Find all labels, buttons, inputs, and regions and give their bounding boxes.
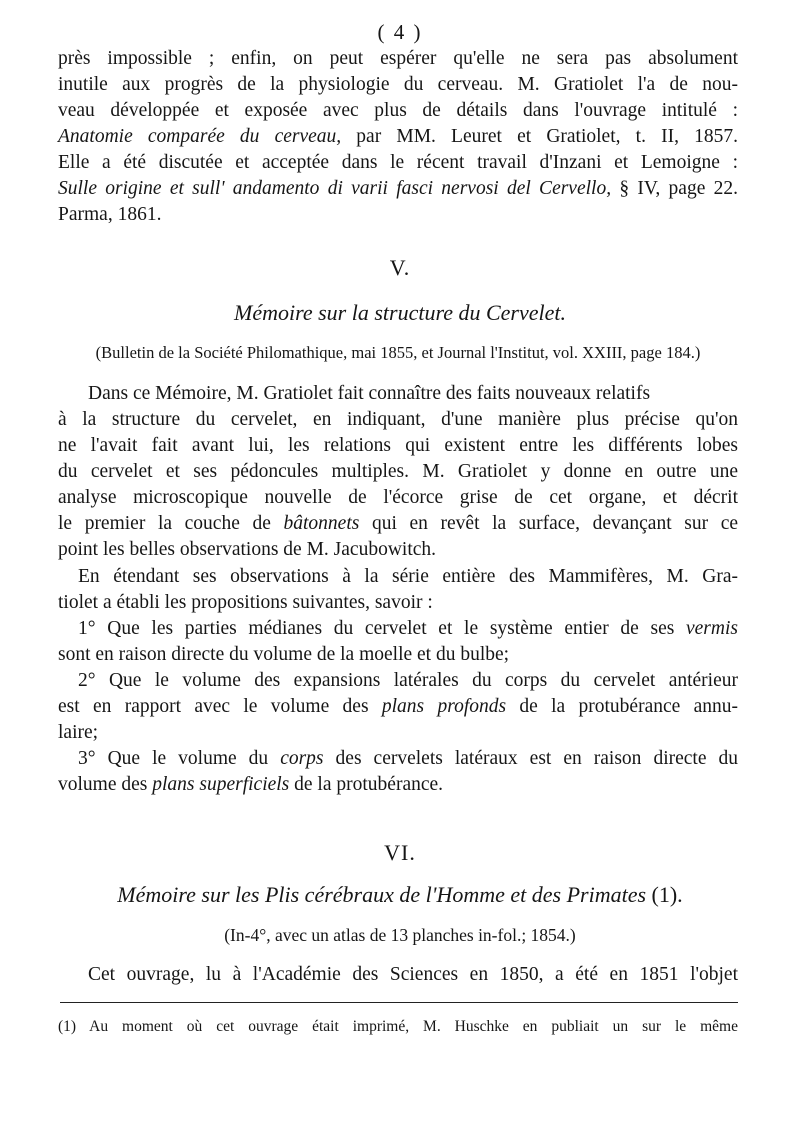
text-segment: par MM. Leuret et Gratiolet, t. II, 1857. bbox=[341, 126, 738, 147]
proposition-line bbox=[58, 772, 443, 798]
section-title: Mémoire sur la structure du Cervelet. bbox=[234, 300, 566, 325]
italic-text: corps bbox=[280, 748, 324, 769]
proposition-line bbox=[78, 746, 738, 772]
text-line: ne l'avait fait avant lui, les relations qui existent entre les différents lobes bbox=[58, 435, 738, 456]
text-segment: des cervelets latéraux est en raison directe du bbox=[323, 748, 738, 769]
section-number: VI. bbox=[384, 840, 416, 865]
proposition-line: sont en raison directe du volume de la moelle et du bulbe; bbox=[58, 644, 510, 665]
text-segment: volume des bbox=[58, 774, 153, 795]
text-line: du cervelet et ses pédoncules multiples. M. Gratiolet y donne en outre une bbox=[58, 461, 738, 482]
text-line bbox=[58, 511, 738, 537]
section-title bbox=[0, 882, 800, 908]
footnote: (1) Au moment où cet ouvrage était imprimé, M. Huschke en publiait un sur le même bbox=[58, 1018, 738, 1035]
text-segment: 3° Que le volume du bbox=[78, 748, 281, 769]
text-line: point les belles observations de M. Jacubowitch. bbox=[58, 539, 437, 560]
text-line: Elle a été discutée et acceptée dans le récent travail d'Inzani et Lemoigne : bbox=[58, 152, 738, 173]
text-segment: le premier la couche de bbox=[58, 513, 284, 534]
text-line: à la structure du cervelet, en indiquant, d'une manière plus précise qu'on bbox=[58, 409, 738, 430]
section-citation: (Bulletin de la Société Philomathique, mai 1855, et Journal l'Institut, vol. XXIII, page 184.) bbox=[95, 343, 701, 362]
text-segment: de la protubérance. bbox=[289, 774, 444, 795]
italic-text: Anatomie comparée du cerveau, bbox=[58, 126, 342, 147]
italic-text: vermis bbox=[686, 618, 738, 639]
proposition-line bbox=[58, 694, 738, 720]
text-line bbox=[58, 124, 738, 150]
text-line: tiolet a établi les propositions suivantes, savoir : bbox=[58, 592, 433, 613]
text-line: veau développée et exposée avec plus de détails dans l'ouvrage intitulé : bbox=[58, 100, 738, 121]
page-number: ( 4 ) bbox=[377, 20, 423, 44]
footnote-divider bbox=[60, 1002, 738, 1003]
text-line: Dans ce Mémoire, M. Gratiolet fait connaître des faits nouveaux relatifs bbox=[88, 383, 651, 404]
proposition-line bbox=[78, 616, 738, 642]
italic-text: plans profonds bbox=[381, 696, 507, 717]
italic-text: bâtonnets bbox=[283, 513, 360, 534]
text-line: analyse microscopique nouvelle de l'écorce grise de cet organe, et décrit bbox=[58, 487, 738, 508]
text-segment: est en rapport avec le volume des bbox=[58, 696, 382, 717]
proposition-line: laire; bbox=[58, 722, 99, 743]
text-line: près impossible ; enfin, on peut espérer qu'elle ne sera pas absolument bbox=[58, 48, 738, 69]
text-line: Parma, 1861. bbox=[58, 204, 162, 225]
section-citation: (In-4°, avec un atlas de 13 planches in-fol.; 1854.) bbox=[224, 925, 576, 945]
section-title-text: Mémoire sur les Plis cérébraux de l'Homme et des Primates bbox=[117, 882, 647, 907]
text-segment: § IV, page 22. bbox=[611, 178, 738, 199]
section-number: V. bbox=[389, 255, 411, 280]
text-line: inutile aux progrès de la physiologie du cerveau. M. Gratiolet l'a de nou- bbox=[58, 74, 738, 95]
italic-text: Sulle origine et sull' andamento di varii fasci nervosi del Cervello, bbox=[58, 178, 612, 199]
text-line: En étendant ses observations à la série entière des Mammifères, M. Gra- bbox=[78, 566, 738, 587]
text-segment: qui en revêt la surface, devançant sur ce bbox=[359, 513, 738, 534]
italic-text: plans superficiels bbox=[152, 774, 290, 795]
text-line: Cet ouvrage, lu à l'Académie des Sciences en 1850, a été en 1851 l'objet bbox=[88, 964, 738, 985]
text-line bbox=[58, 176, 738, 202]
footnote-marker: (1). bbox=[646, 882, 683, 907]
text-segment: de la protubérance annu- bbox=[506, 696, 738, 717]
proposition-line: 2° Que le volume des expansions latérales du corps du cervelet antérieur bbox=[78, 670, 738, 691]
text-segment: 1° Que les parties médianes du cervelet et le système entier de ses bbox=[78, 618, 686, 639]
